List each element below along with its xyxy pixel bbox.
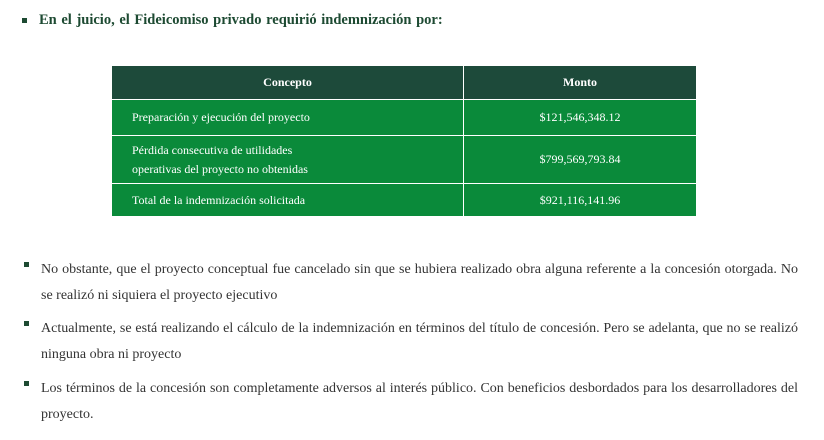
bullet-paragraph: [24, 257, 798, 309]
paragraph-text: Actualmente, se está realizando el cálculo de la indemnización en términos del título de concesión. Pero se adelanta, que no se realizó ninguna obra ni proyecto: [41, 321, 798, 362]
concept-cell-text: Pérdida consecutiva de utilidades operativas del proyecto no obtenidas: [132, 142, 308, 176]
paragraph-text: No obstante, que el proyecto conceptual fue cancelado sin que se hubiera realizado obra alguna referente a la concesión otorgada. No se realizó ni siquiera el proyecto ejecutivo: [41, 262, 798, 303]
square-bullet-icon: [22, 18, 27, 23]
column-header-concepto: Concepto: [112, 66, 464, 100]
amount-cell: $799,569,793.84: [464, 136, 697, 184]
paragraph-text: Los términos de la concesión son completamente adversos al interés público. Con beneficios desbordados para los desarrolladores del proyecto.: [41, 381, 798, 422]
table-header-row: [112, 66, 697, 100]
square-bullet-icon: [24, 381, 29, 386]
square-bullet-icon: [24, 262, 29, 267]
table-row: [112, 184, 697, 217]
amount-cell: $921,116,141.96: [464, 184, 697, 217]
indemnization-table: [111, 65, 697, 217]
section-heading: [22, 12, 443, 29]
square-bullet-icon: [24, 321, 29, 326]
column-header-monto: Monto: [464, 66, 697, 100]
bullet-paragraph: [24, 316, 798, 368]
concept-cell: [112, 136, 464, 184]
concept-cell: Preparación y ejecución del proyecto: [112, 100, 464, 136]
amount-cell: $121,546,348.12: [464, 100, 697, 136]
table-row: [112, 100, 697, 136]
table-row: [112, 136, 697, 184]
heading-text: En el juicio, el Fideicomiso privado requirió indemnización por:: [39, 12, 443, 28]
concept-cell: Total de la indemnización solicitada: [112, 184, 464, 217]
bullet-paragraph: [24, 376, 798, 428]
